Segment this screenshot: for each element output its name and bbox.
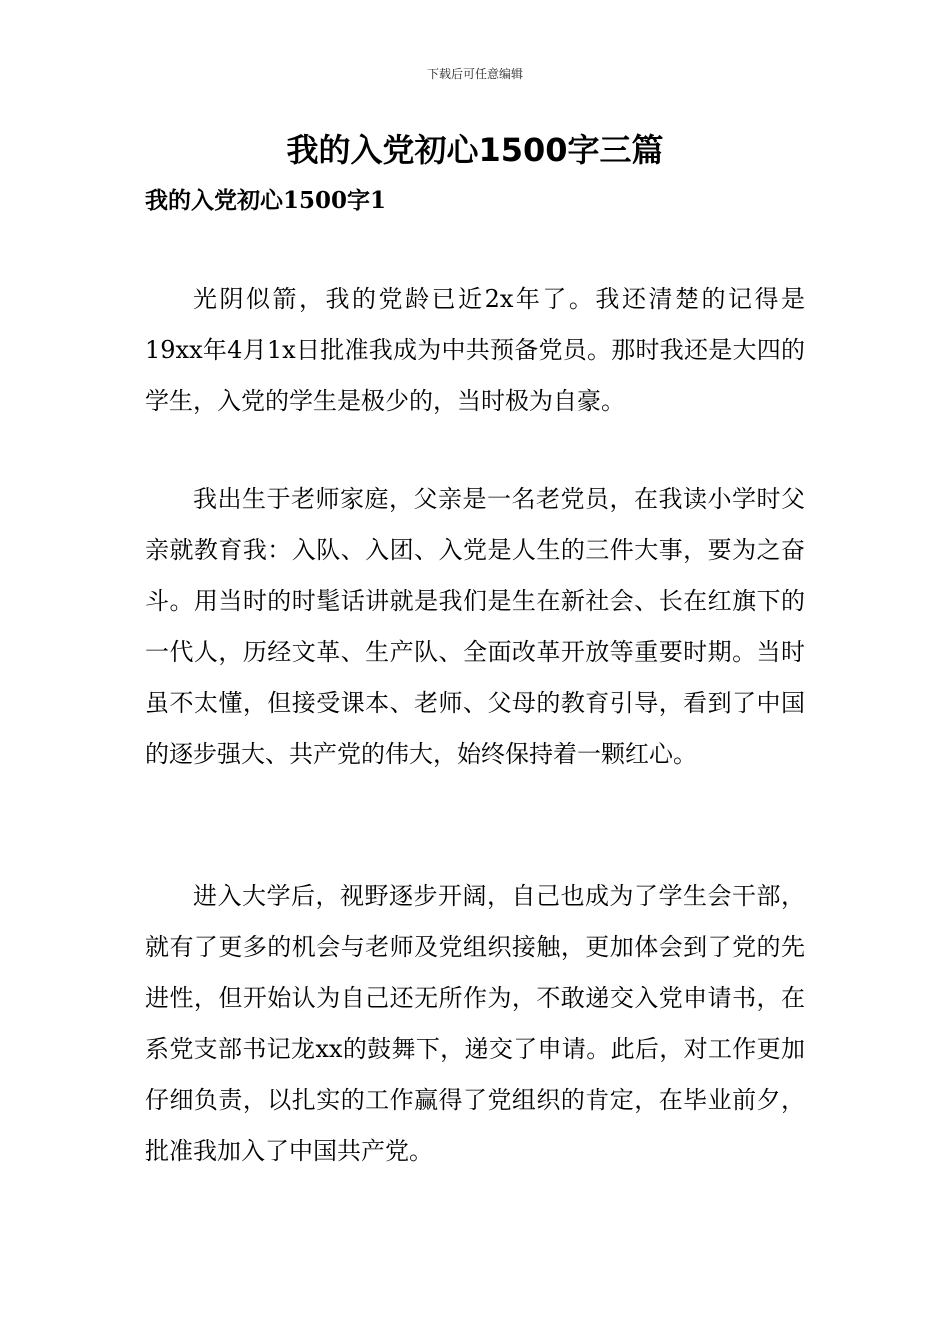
paragraph-1: 光阴似箭，我的党龄已近2x年了。我还清楚的记得是19xx年4月1x日批准我成为中共预备党员。那时我还是大四的学生，入党的学生是极少的，当时极为自豪。 (145, 285, 805, 415)
paragraph-2: 我出生于老师家庭，父亲是一名老党员，在我读小学时父亲就教育我：入队、入团、入党是人生的三件大事，要为之奋斗。用当时的时髦话讲就是我们是生在新社会、长在红旗下的一代人，历经文革、生产队、全面改革开放等重要时期。当时虽不太懂，但接受课本、老师、父母的教育引导，看到了中国的逐步强大、共产党的伟大，始终保持着一颗红心。 (145, 485, 805, 768)
section-title: 我的入党初心1500字1 (145, 187, 387, 214)
header-note: 下载后可任意编辑 (426, 67, 523, 81)
paragraph-3: 进入大学后，视野逐步开阔，自己也成为了学生会干部，就有了更多的机会与老师及党组织接触，更加体会到了党的先进性，但开始认为自己还无所作为，不敢递交入党申请书，在系党支部书记龙xx的鼓舞下，递交了申请。此后，对工作更加仔细负责，以扎实的工作赢得了党组织的肯定，在毕业前夕，批准我加入了中国共产党。 (145, 882, 805, 1165)
document-title: 我的入党初心1500字三篇 (286, 131, 664, 169)
